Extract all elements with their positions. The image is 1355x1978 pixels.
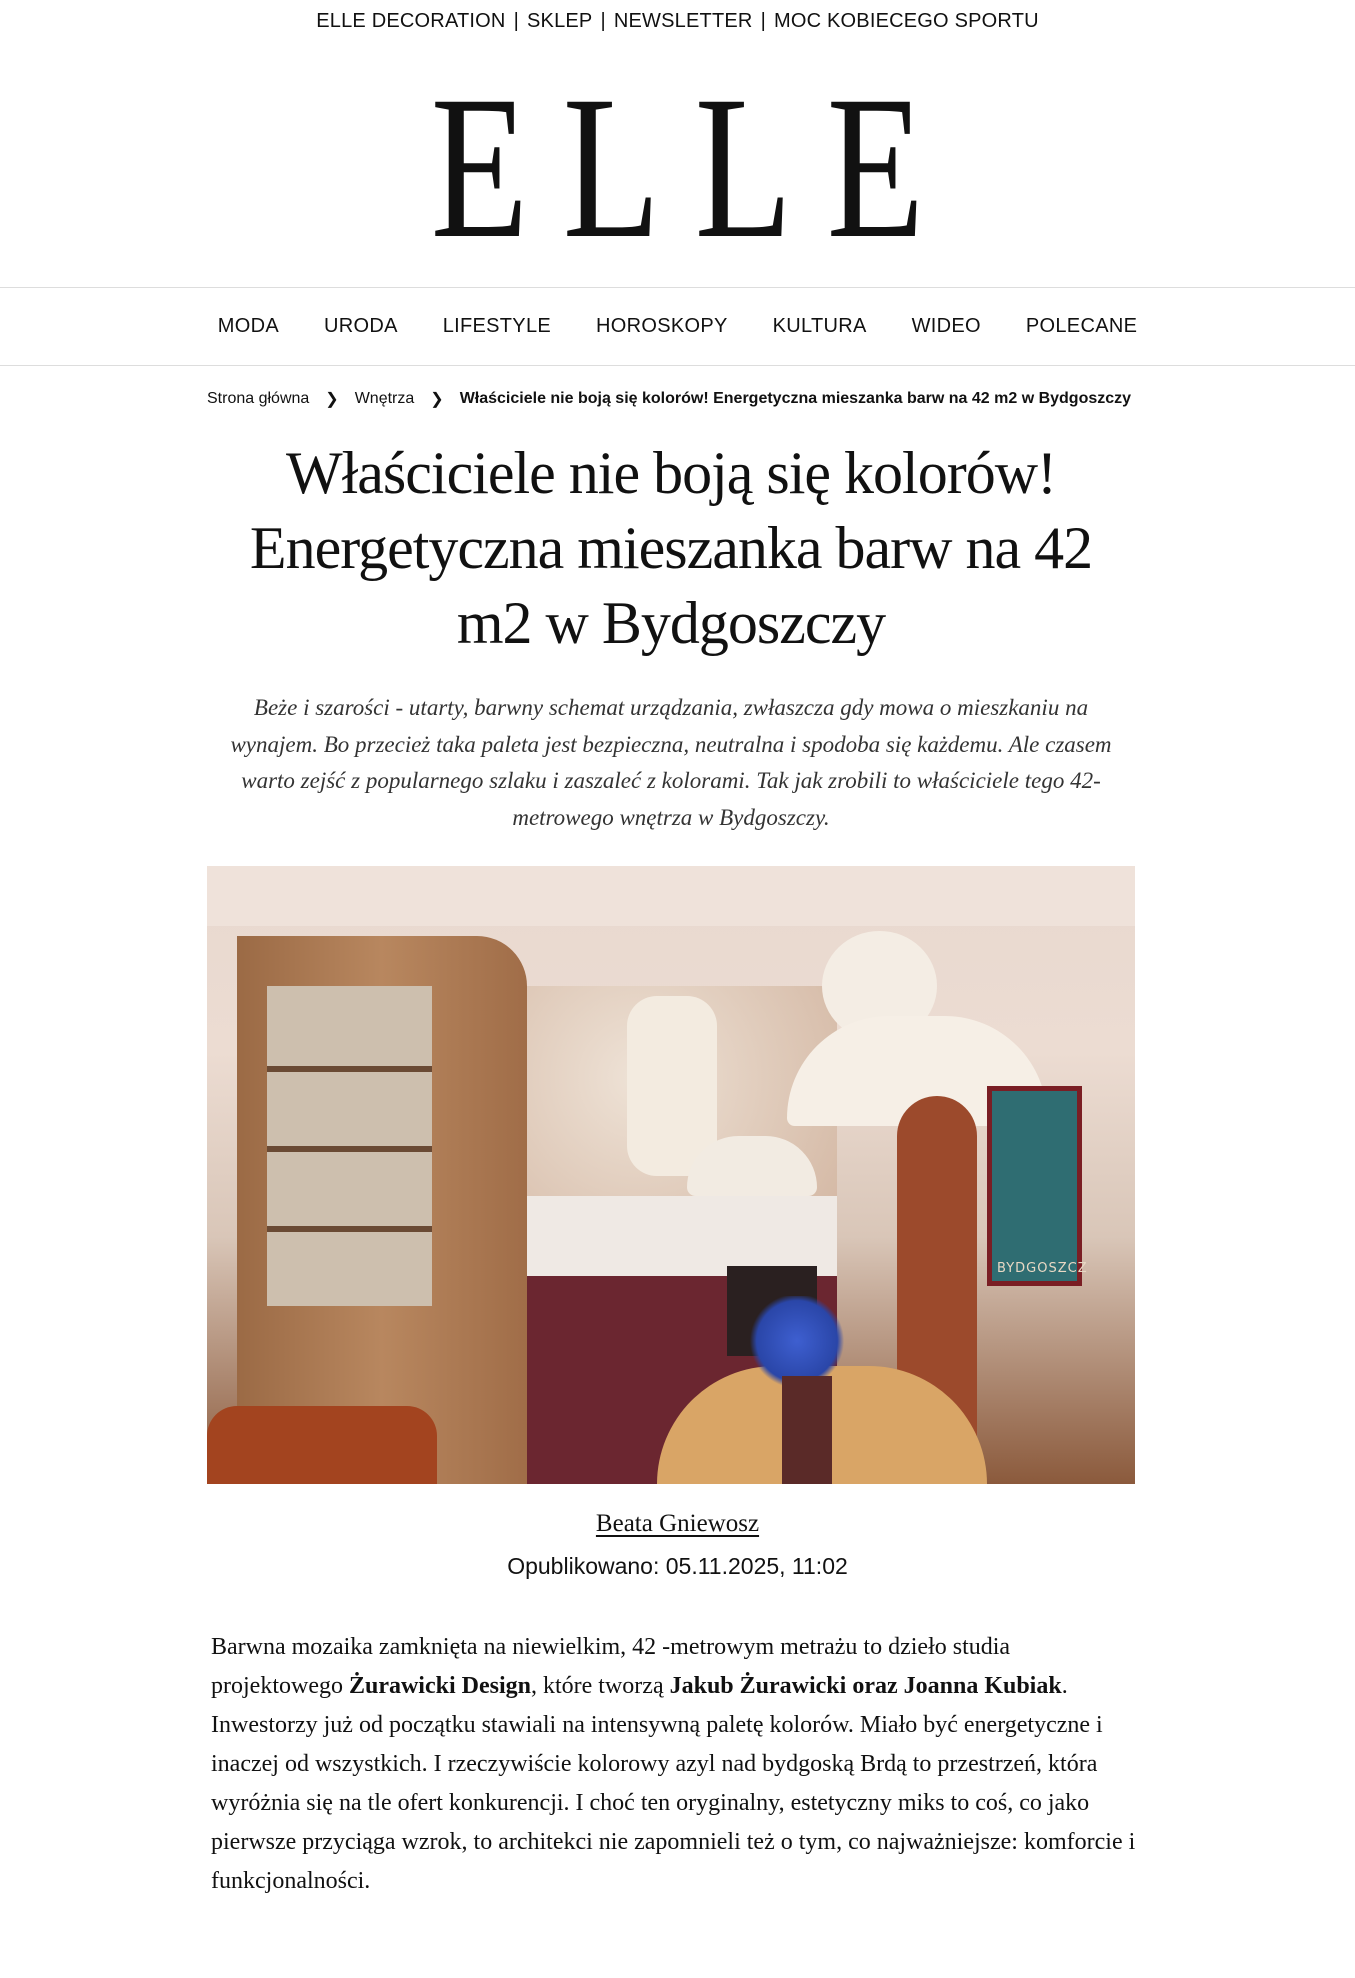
main-nav: [0, 287, 1355, 366]
nav-kultura[interactable]: KULTURA: [772, 315, 867, 337]
author-link[interactable]: Beata Gniewosz: [595, 1510, 760, 1537]
text: , które tworzą: [530, 1673, 670, 1699]
article-title: Właściciele nie boją się kolorów! Energetyczna mieszanka barw na 42 m2 w Bydgoszczy: [249, 440, 1093, 656]
link-elle-decoration[interactable]: ELLE DECORATION: [316, 10, 506, 32]
studio-name: Żurawicki Design: [348, 1673, 531, 1699]
breadcrumb-section[interactable]: Wnętrza: [354, 390, 415, 407]
hero-image: [207, 866, 1135, 1484]
chevron-right-icon: ❯: [325, 391, 339, 408]
text: . Inwestorzy już od początku stawiali na intensywną paletę kolorów. Miało być energetyczne i inaczej od wszystkich. I rzeczywiście kolorowy azyl nad bydgoską Brdą to przestrzeń, która wyróżnia się na tle ofert konkurencji. I choć ten oryginalny, estetyczny miks to coś, co jako pierwsze przyciąga wzrok, to architekci nie zapomnieli też o tym, co najważniejsze: komforcie i funkcjonalności.: [211, 1673, 1136, 1894]
breadcrumb-current: Właściciele nie boją się kolorów! Energetyczna mieszanka barw na 42 m2 w Bydgoszczy: [459, 390, 1132, 407]
nav-wideo[interactable]: WIDEO: [911, 315, 981, 337]
designers-names: Jakub Żurawicki oraz Joanna Kubiak: [669, 1673, 1062, 1699]
text: Barwna mozaika zamknięta na niewielkim, 42 -metrowym metrażu to dzieło studia projektowego: [211, 1634, 1011, 1699]
elle-logo[interactable]: ELLE: [430, 54, 959, 281]
nav-moda[interactable]: MODA: [217, 315, 279, 337]
separator: |: [600, 10, 606, 32]
article-lead: Beże i szarości - utarty, barwny schemat urządzania, zwłaszcza gdy mowa o mieszkaniu na wynajem. Bo przecież taka paleta jest bezpieczna, neutralna i spodoba się każdemu. Ale czasem warto zejść z popularnego szlaku i zaszaleć z kolorami. Tak jak zrobili to właściciele tego 42-metrowego wnętrza w Bydgoszczy.: [230, 695, 1112, 830]
chevron-right-icon: ❯: [430, 391, 444, 408]
separator: |: [760, 10, 766, 32]
published-date: Opublikowano: 05.11.2025, 11:02: [507, 1553, 848, 1579]
link-sklep[interactable]: SKLEP: [526, 10, 593, 32]
link-moc-kobiecego-sportu[interactable]: MOC KOBIECEGO SPORTU: [773, 10, 1039, 32]
author: [0, 1510, 1355, 1538]
nav-horoskopy[interactable]: HOROSKOPY: [596, 315, 728, 337]
article-paragraph: [211, 1628, 1141, 1901]
link-newsletter[interactable]: NEWSLETTER: [613, 10, 753, 32]
separator: |: [513, 10, 519, 32]
poster-text: BYDGOSZCZ: [997, 1261, 1088, 1276]
nav-polecane[interactable]: POLECANE: [1025, 315, 1138, 337]
breadcrumb-home[interactable]: Strona główna: [207, 390, 310, 407]
nav-uroda[interactable]: URODA: [323, 315, 398, 337]
breadcrumb: [207, 389, 1131, 409]
top-links: [0, 10, 1355, 33]
nav-lifestyle[interactable]: LIFESTYLE: [442, 315, 552, 337]
